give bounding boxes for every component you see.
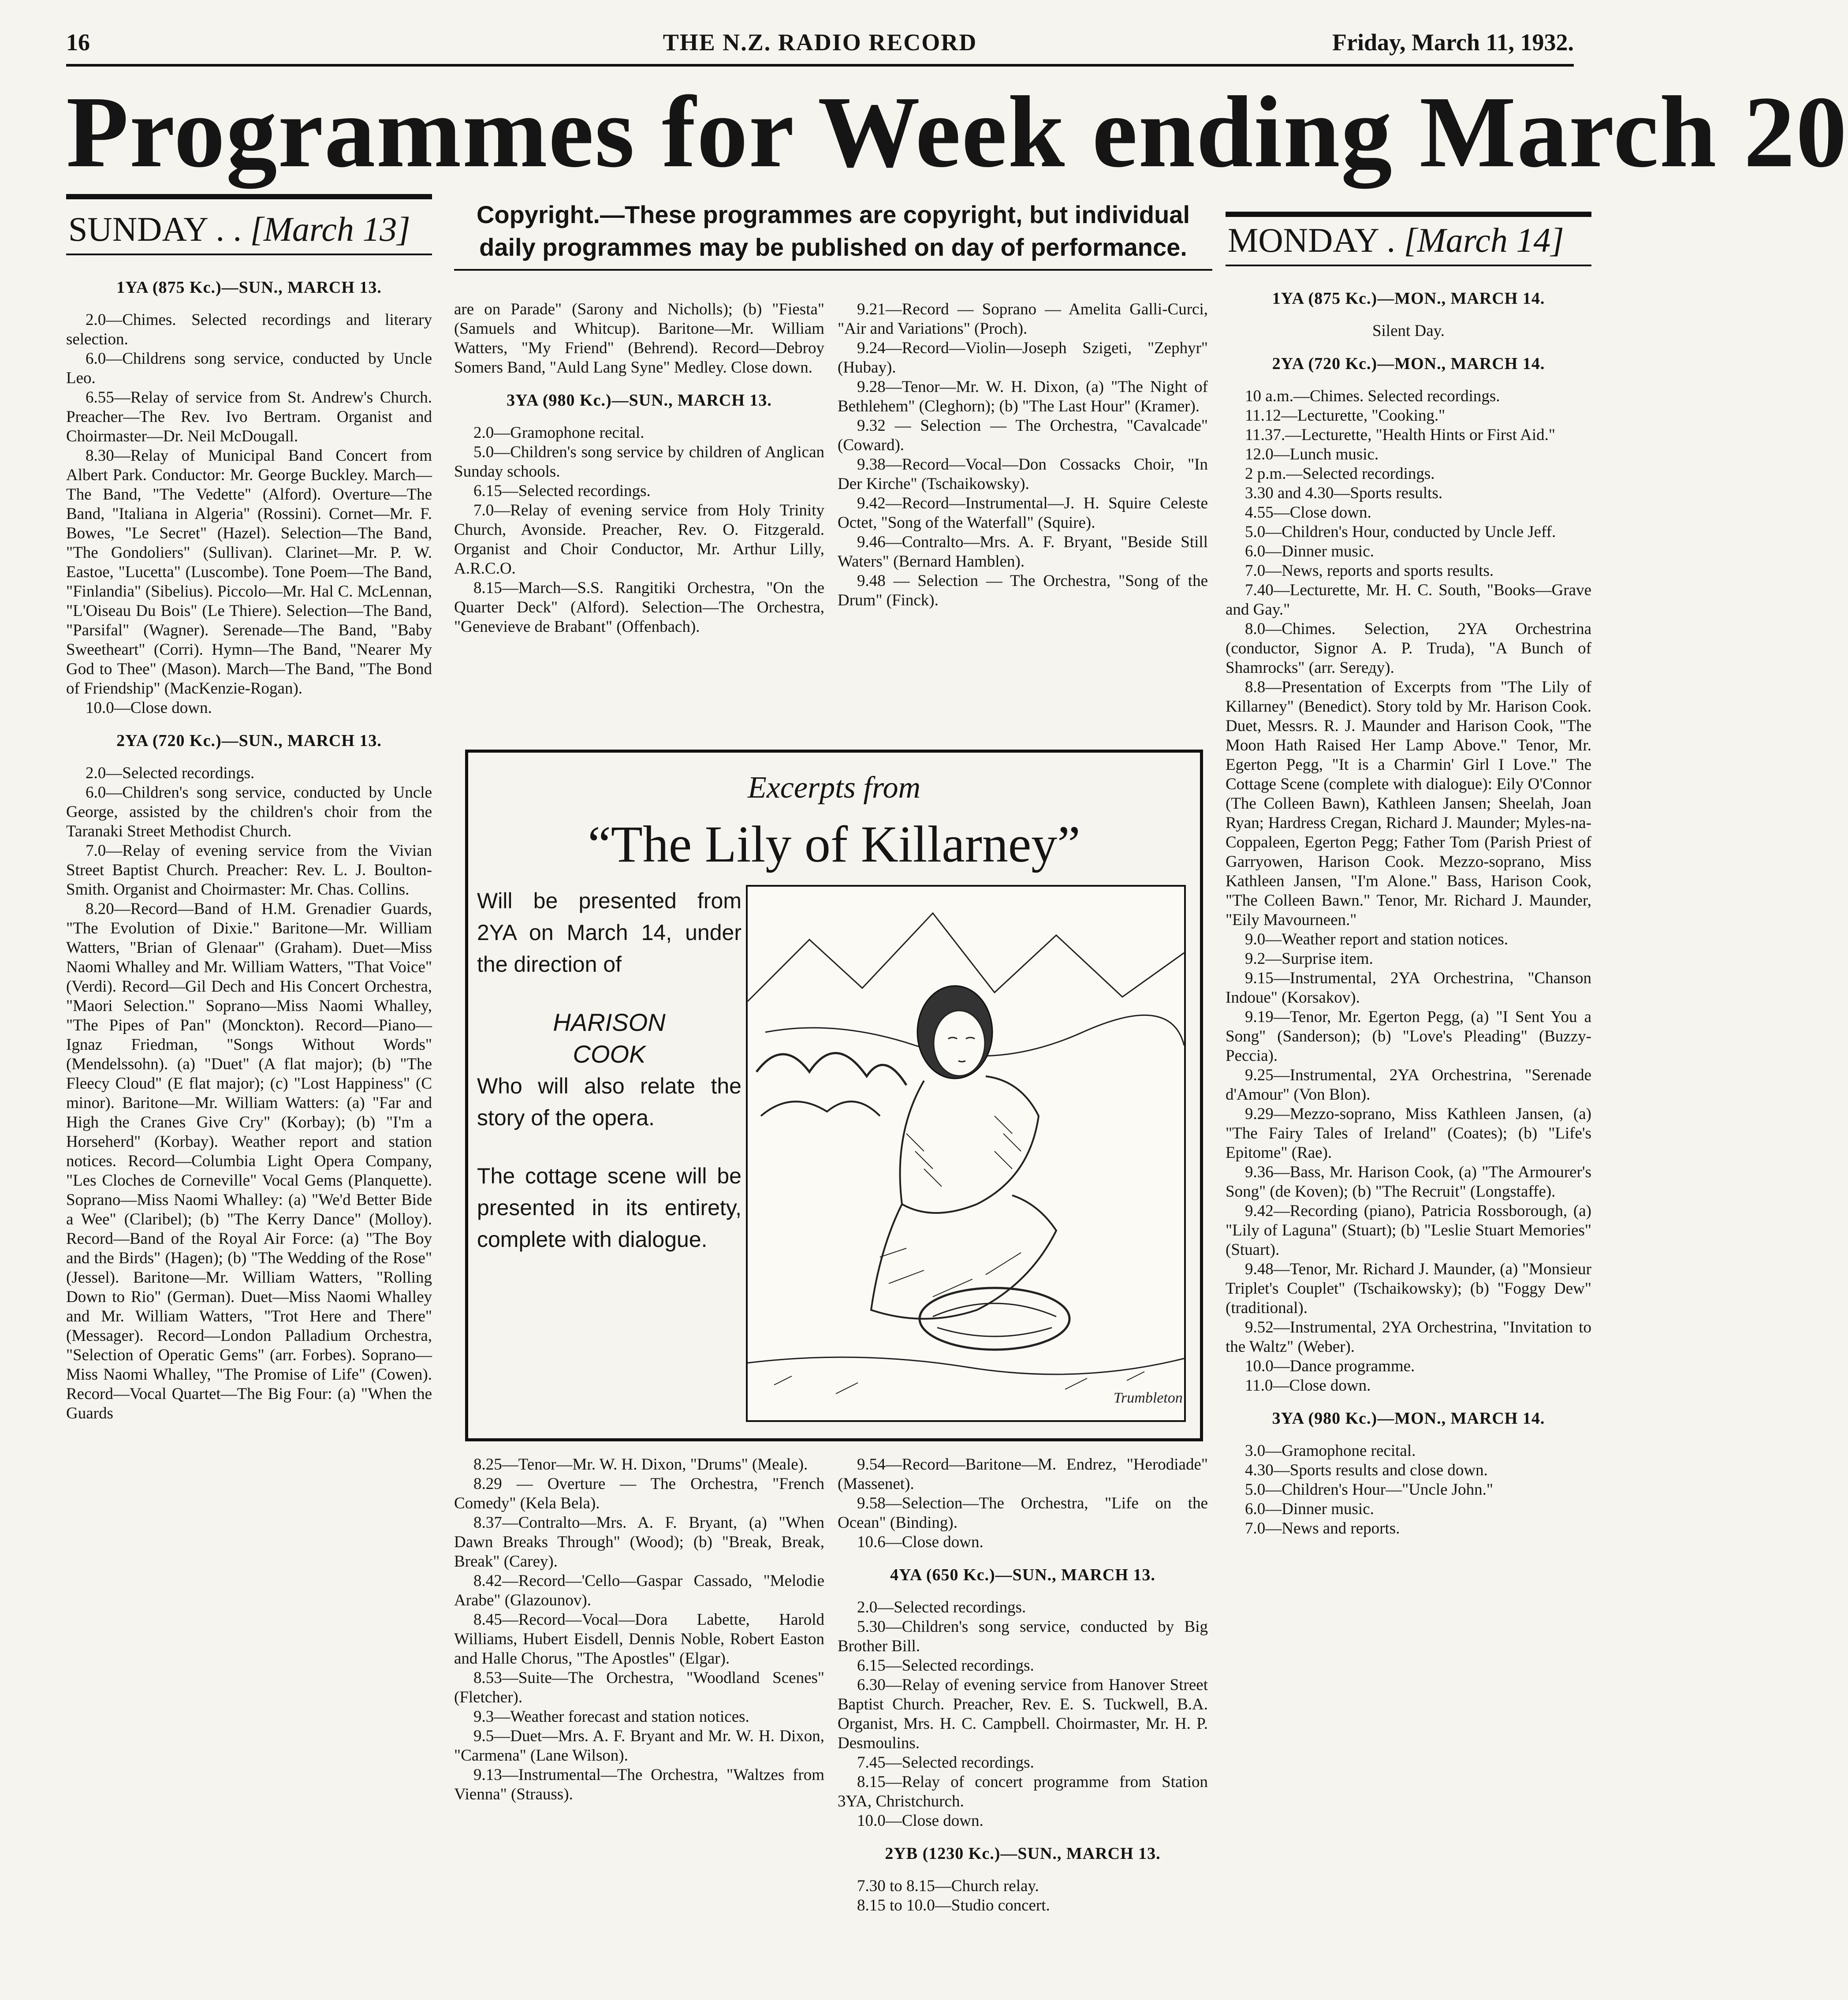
programme-item: 6.15—Selected recordings. [473,482,651,500]
programme-item: 3.0—Gramophone recital. [1245,1442,1416,1460]
programme-item: 9.2—Surprise item. [1245,950,1373,968]
programme-item: 5.0—Children's Hour, conducted by Uncle Jeff. [1245,523,1556,541]
programme-item: 9.25—Instrumental, 2YA Orchestrina, "Serenade d'Amour" (Von Blon). [1226,1066,1591,1104]
programme-item: 7.0—Relay of evening service from Holy Trinity Church, Avonside. Preacher, Rev. O. Fitzgerald. Organist and Choir Conductor, Mr. Arthur Lilly, A.R.C.O. [454,501,824,578]
programme-item: 2.0—Selected recordings. [86,764,255,782]
programme-item: 8.0—Chimes. Selection, 2YA Orchestrina (conductor, Signor A. P. Truda), "A Bunch of Shamrocks" (arr. Serедy). [1226,620,1591,677]
programme-item: 9.46—Contralto—Mrs. A. F. Bryant, "Beside Still Waters" (Bernard Hamblen). [838,533,1208,571]
programme-item: 6.0—Dinner music. [1245,542,1374,560]
programme-item: 7.40—Lecturette, Mr. H. C. South, "Books—Grave and Gay." [1226,581,1591,619]
programme-item: 9.42—Record—Instrumental—J. H. Squire Celeste Octet, "Song of the Waterfall" (Squire). [838,494,1208,532]
programme-item: 8.8—Presentation of Excerpts from "The Lily of Killarney" (Benedict). Story told by Mr. Harison Cook. Duet, Messrs. R. J. Maunder and Harison Cook, "The Moon Hath Raised Her Lamp Above." Tenor, Mr. Egerton Pegg, "It is a Charmin' Girl I Love." The Cottage Scene (complete with dialogue): Eily O'Connor (The Colleen Bawn), Kathleen Jansen; Sheelah, Joan Ryan; Hardress Cregan, Richard J. Maunder; Myles-na-Coppaleen, Egerton Pegg; Father Tom (Parish Priest of Garryowen, Harison Cook. Mezzo-soprano, Miss Kathleen Jansen, "I'm Alone." Bass, Harison Cook, "The Colleen Bawn." Tenor, Mr. Richard J. Maunder, "Eily Mavourneen." [1226,678,1591,929]
artist-signature: Trumbleton [1114,1390,1183,1406]
programme-item: 10 a.m.—Chimes. Selected recordings. [1245,387,1500,405]
monday-date: [March 14] [1404,221,1564,259]
running-head [66,20,1574,67]
programme-continuation: are on Parade" (Sarony and Nicholls); (b) "Fiesta" (Samuels and Whitcup). Baritone—Mr. William Watters, "My Friend" (Behrend). Record—Debroy Somers Band, "Auld Lang Syne" Medley. Close down. [454,300,824,377]
programme-item: 6.0—Children's song service, conducted by Uncle George, assisted by the children's choir from the Taranaki Street Methodist Church. [66,784,432,840]
monday-heading [1228,220,1564,260]
programme-item: 9.21—Record — Soprano — Amelita Galli-Curci, "Air and Variations" (Proch). [838,300,1208,338]
woman-shawl [900,1076,1039,1213]
shawl-pattern [906,1116,1021,1187]
programme-item: 9.36—Bass, Mr. Harison Cook, (a) "The Armourer's Song" (de Koven); (b) "The Recruit" (Longstaffe). [1226,1163,1591,1201]
monday-rule-bottom [1226,265,1591,266]
ground-line [748,1357,1184,1374]
copyright-rule [454,269,1212,271]
programme-item: 10.0—Close down. [86,699,212,717]
programme-item: 12.0—Lunch music. [1245,445,1379,463]
programme-item: 11.12—Lecturette, "Cooking." [1245,407,1446,425]
programme-item: 9.54—Record—Baritone—M. Endrez, "Herodiade" (Massenet). [838,1455,1208,1493]
programme-item: 8.29 — Overture — The Orchestra, "French Comedy" (Kela Bela). [454,1475,824,1512]
basket-weave [933,1303,1056,1336]
skirt-folds [880,1248,1021,1297]
programme-item: 10.6—Close down. [857,1533,984,1551]
programme-item: 6.15—Selected recordings. [857,1657,1034,1675]
programme-item: 7.0—Relay of evening service from the Vivian Street Baptist Church. Preacher: Rev. L. J. Boulton-Smith. Organist and Choirmaster: Mr. Chas. Collins. [66,842,432,899]
programme-item: 9.48—Tenor, Mr. Richard J. Maunder, (a) "Monsieur Triplet's Couplet" (Tschaikowsky); (b) "Foggy Dew" (traditional). [1226,1260,1591,1317]
programme-item: 2.0—Chimes. Selected recordings and literary selection. [66,311,432,348]
programme-item: 8.15—March—S.S. Rangitiki Orchestra, "On the Quarter Deck" (Alford). Selection—The Orchestra, "Genevieve de Brabant" (Offenbach). [454,579,824,636]
programme-item: 8.25—Tenor—Mr. W. H. Dixon, "Drums" (Meale). [473,1455,808,1474]
woman-with-basket-illustration [748,887,1184,1420]
station-heading-1ya-mon: 1YA (875 Kc.)—MON., MARCH 14. [1272,289,1545,308]
station-heading-3ya-mon: 3YA (980 Kc.)—MON., MARCH 14. [1272,1409,1545,1428]
sunday-rule-bottom [66,254,432,255]
programme-item: 6.30—Relay of evening service from Hanover Street Baptist Church. Preacher, Rev. E. S. Tuckwell, B.A. Organist, Mrs. H. C. Campbell. Choirmaster, Mr. H. P. Desmoulins. [838,1676,1208,1752]
programme-item: 8.42—Record—'Cello—Gaspar Cassado, "Melodie Arabe" (Glazounov). [454,1572,824,1609]
woman-skirt [871,1195,1056,1319]
advert-line-presented: Will be presented from 2YA on March 14, under the direction of [477,888,741,977]
programme-item: 9.58—Selection—The Orchestra, "Life on the Ocean" (Binding). [838,1494,1208,1532]
programme-item: 8.53—Suite—The Orchestra, "Woodland Scenes" (Fletcher). [454,1669,824,1706]
advert-name-first: HARISON [553,1008,666,1036]
station-heading-1ya-sun: 1YA (875 Kc.)—SUN., MARCH 13. [116,278,382,297]
programme-item: 8.37—Contralto—Mrs. A. F. Bryant, (a) "When Dawn Breaks Through" (Wood); (b) "Break, Break, Break" (Carey). [454,1514,824,1571]
programme-item: 9.5—Duet—Mrs. A. F. Bryant and Mr. W. H. Dixon, "Carmena" (Lane Wilson). [454,1727,824,1765]
programme-item: 2.0—Selected recordings. [857,1598,1026,1616]
station-heading-2ya-sun: 2YA (720 Kc.)—SUN., MARCH 13. [116,731,382,750]
programme-item: 5.0—Children's song service by children of Anglican Sunday schools. [454,443,824,481]
programme-item: 8.30—Relay of Municipal Band Concert from Albert Park. Conductor: Mr. George Buckley. March—The Band, "The Vedette" (Alford). Overture—The Band, "Italiana in Algeria" (Rossini). Cornet—Mr. F. Bowes, "Le Secret" (Hazel). Selection—The Band, "The Gondoliers" (Sullivan). Clarinet—Mr. P. W. Eastoe, "Lucetta" (Luscombe). Tone Poem—The Band, "Finlandia" (Sibelius). Piccolo—Mr. Hal C. McLennan, "L'Oiseau Du Bois" (Le Thiere). Selection—The Band, "Parsifal" (Wagner). Serenade—The Band, "Baby Sweetheart" (Corri). Hymn—The Band, "Nearer My God to Thee" (Mason). March—The Band, "The Bond of Friendship" (MacKenzie-Rogan). [66,447,432,698]
station-heading-2ya-mon: 2YA (720 Kc.)—MON., MARCH 14. [1272,354,1545,373]
column-sunday-3-lower [838,1455,1208,1966]
programme-item: 6.55—Relay of service from St. Andrew's Church. Preacher—The Rev. Ivo Bertram. Organist and Choirmaster—Dr. Neil McDougall. [66,388,432,445]
advert-text [477,885,741,1255]
advert-excerpts-label: Excerpts from [747,771,921,805]
sunday-day: SUNDAY . . [68,210,242,248]
programme-item: 7.30 to 8.15—Church relay. [857,1877,1039,1895]
programme-item: 11.37.—Lecturette, "Health Hints or First Aid." [1245,426,1555,444]
programme-item: 6.0—Dinner music. [1245,1500,1374,1518]
programme-item: 9.19—Tenor, Mr. Egerton Pegg, (a) "I Sent You a Song" (Sanderson); (b) "Love's Pleading" (Buzzy-Peccia). [1226,1008,1591,1065]
programme-item: 9.38—Record—Vocal—Don Cossacks Choir, "In Der Kirche" (Tschaikowsky). [838,455,1208,493]
sunday-heading [68,209,410,249]
ground-hatching [774,1372,1144,1394]
programme-item: 5.0—Children's Hour—"Uncle John." [1245,1481,1494,1499]
foliage [756,1053,906,1085]
programme-item: 9.15—Instrumental, 2YA Orchestrina, "Chanson Indoue" (Korsakov). [1226,969,1591,1007]
advert-name-last: COOK [573,1040,646,1068]
sunday-rule-top [66,194,432,199]
lily-of-killarney-advert [465,750,1203,1441]
programme-item: 9.52—Instrumental, 2YA Orchestrina, "Invitation to the Waltz" (Weber). [1226,1318,1591,1356]
programme-item: 4.30—Sports results and close down. [1245,1461,1488,1479]
programme-item: 9.42—Recording (piano), Patricia Rossborough, (a) "Lily of Laguna" (Stuart); (b) "Leslie Stuart Memories" (Stuart). [1226,1202,1591,1259]
programme-item: 8.20—Record—Band of H.M. Grenadier Guards, "The Evolution of Dixie." Baritone—Mr. William Watters, "Brian of Glenaar" (Graham). Duet—Miss Naomi Whalley and Mr. William Watters, "That Voice" (Verdi). Record—Gil Dech and His Concert Orchestra, "Maori Selection." Soprano—Miss Naomi Whalley, "The Pipes of Pan" (Monckton). Record—Piano—Ignaz Friedman, "Songs Without Words" (Mendelssohn). (a) "Duet" (A flat major); (b) "The Fleecy Cloud" (E flat major); (c) "Lost Happiness" (C minor). Baritone—Mr. William Watters: (a) "Far and High the Cranes Give Cry" (Korbay); (b) "I'm a Horseherd" (Korbay). Weather report and station notices. Record—Columbia Light Opera Company, "Les Cloches de Corneville" Vocal Gems (Planquette). Soprano—Miss Naomi Whalley: (a) "We'd Better Bide a Wee" (Claribel); (b) "The Kerry Dance" (Molloy). Record—Band of the Royal Air Force: (a) "The Boy and the Birds" (Hagen); (b) "The Wedding of the Rose" (Jessel). Baritone—Mr. William Watters, "Rolling Down to Rio" (German). Duet—Miss Naomi Whalley and Mr. William Watters, "Trot Here and There" (Messager). Record—London Palladium Orchestra, "Selection of Operatic Gems" (arr. Forbes). Soprano—Miss Naomi Whalley, "The Promise of Life" (Cowen). Record—Vocal Quartet—The Big Four: (a) "When the Guards [66,900,432,1422]
column-monday [1226,276,1591,1973]
programme-item: 4.55—Close down. [1245,504,1371,522]
programme-item: 6.0—Childrens song service, conducted by Uncle Leo. [66,350,432,387]
programme-item: 10.0—Close down. [857,1812,984,1830]
programme-item: 9.28—Tenor—Mr. W. H. Dixon, (a) "The Night of Bethlehem" (Cleghorn); (b) "The Last Hour" (Kramer). [838,378,1208,415]
programme-item: 9.48 — Selection — The Orchestra, "Song of the Drum" (Finck). [838,572,1208,609]
programme-item: 2.0—Gramophone recital. [473,424,645,442]
programme-item: 7.0—News, reports and sports results. [1245,562,1494,580]
programme-item: 9.0—Weather report and station notices. [1245,930,1509,948]
monday-rule-top [1226,212,1591,217]
page-number: 16 [66,29,90,56]
programme-item: 7.45—Selected recordings. [857,1754,1034,1772]
advert-title: “The Lily of Killarney” [588,815,1080,873]
newspaper-name: THE N.Z. RADIO RECORD [663,29,977,56]
page-headline: Programmes for Week ending March 20 [66,75,1848,189]
station-heading-3ya-sun: 3YA (980 Kc.)—SUN., MARCH 13. [507,391,772,410]
basket [920,1288,1069,1350]
programme-item: 9.29—Mezzo-soprano, Miss Kathleen Jansen, (a) "The Fairy Tales of Ireland" (Coates); (b) "Life's Epitome" (Rae). [1226,1105,1591,1162]
column-sunday-2-upper [454,300,824,741]
column-sunday-3-upper [838,300,1208,741]
advert-line-story: Who will also relate the story of the opera. [477,1074,741,1130]
programme-item: 9.32 — Selection — The Orchestra, "Cavalcade" (Coward). [838,417,1208,454]
programme-item: 11.0—Close down. [1245,1377,1371,1395]
programme-item: 3.30 and 4.30—Sports results. [1245,484,1443,502]
programme-item: 5.30—Children's song service, conducted by Big Brother Bill. [838,1618,1208,1655]
sunday-date: [March 13] [250,210,410,248]
column-sunday-1 [66,265,432,1966]
programme-item: 10.0—Dance programme. [1245,1357,1415,1375]
programme-item: 9.13—Instrumental—The Orchestra, "Waltzes from Vienna" (Strauss). [454,1766,824,1803]
monday-day: MONDAY . [1228,221,1395,259]
programme-item: 9.24—Record—Violin—Joseph Szigeti, "Zephyr" (Hubay). [838,339,1208,377]
foliage-lower [761,1101,880,1116]
column-sunday-2-lower [454,1455,824,1966]
issue-date: Friday, March 11, 1932. [1332,29,1574,56]
silent-day-note: Silent Day. [1372,322,1445,340]
programme-item: 8.15—Relay of concert programme from Station 3YA, Christchurch. [838,1773,1208,1810]
woman-face [934,1011,985,1076]
programme-item: 9.3—Weather forecast and station notices. [473,1708,749,1726]
advert-line-cottage: The cottage scene will be presented in its entirety, complete with dialogue. [477,1164,741,1252]
advert-illustration [746,885,1186,1422]
programme-item: 2 p.m.—Selected recordings. [1245,465,1435,483]
station-heading-4ya-sun: 4YA (650 Kc.)—SUN., MARCH 13. [890,1566,1155,1584]
programme-item: 8.15 to 10.0—Studio concert. [857,1896,1050,1914]
station-heading-2yb-sun: 2YB (1230 Kc.)—SUN., MARCH 13. [885,1844,1161,1863]
programme-item: 7.0—News and reports. [1245,1519,1400,1537]
programme-item: 8.45—Record—Vocal—Dora Labette, Harold Williams, Hubert Eisdell, Dennis Noble, Robert Easton and Halle Chorus, "The Apostles" (Elgar). [454,1611,824,1668]
copyright-notice: Copyright.—These programmes are copyright, but individual daily programmes may be published on day of performance. [476,201,1190,261]
